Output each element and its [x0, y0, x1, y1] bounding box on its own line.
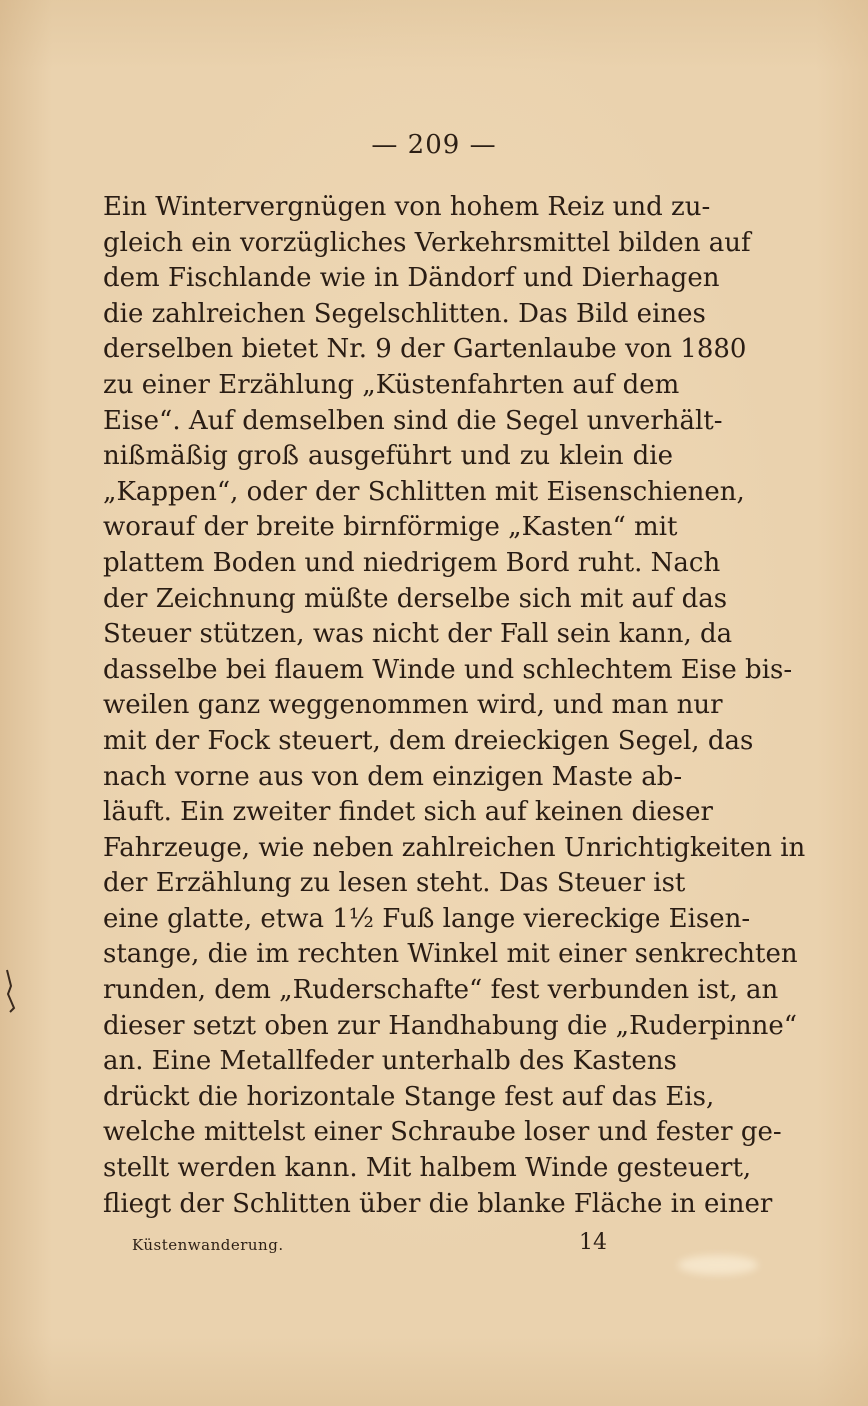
- text-line: stellt werden kann. Mit halbem Winde gesteuert,: [103, 1153, 752, 1184]
- signature-mark: Küstenwanderung.: [132, 1236, 284, 1254]
- text-line: nißmäßig groß ausgeführt und zu klein die: [103, 441, 673, 472]
- text-line: Eise“. Auf demselben sind die Segel unverhält-: [103, 405, 723, 436]
- text-line: drückt die horizontale Stange fest auf das Eis,: [103, 1081, 715, 1112]
- text-line: läuft. Ein zweiter findet sich auf keinen dieser: [103, 797, 713, 828]
- text-line: stange, die im rechten Winkel mit einer senkrechten: [103, 939, 798, 970]
- text-line: dasselbe bei flauem Winde und schlechtem Eise bis-: [103, 654, 793, 685]
- text-line: gleich ein vorzügliches Verkehrsmittel bilden auf: [103, 227, 751, 258]
- margin-mark-icon: [4, 968, 18, 1014]
- text-line: die zahlreichen Segelschlitten. Das Bild eines: [103, 298, 706, 329]
- text-line: welche mittelst einer Schraube loser und fester ge-: [103, 1117, 782, 1148]
- text-line: weilen ganz weggenommen wird, und man nur: [103, 690, 723, 721]
- page-number: — 209 —: [371, 130, 497, 160]
- text-line: Ein Wintervergnügen von hohem Reiz und zu-: [103, 192, 711, 222]
- body-text: [103, 190, 806, 1222]
- text-line: Steuer stützen, was nicht der Fall sein kann, da: [103, 619, 733, 650]
- text-line: der Zeichnung müßte derselbe sich mit auf das: [103, 583, 728, 614]
- text-line: dem Fischlande wie in Dändorf und Dierhagen: [103, 263, 720, 294]
- text-line: Fahrzeuge, wie neben zahlreichen Unrichtigkeiten in: [103, 832, 806, 863]
- text-line: derselben bietet Nr. 9 der Gartenlaube von 1880: [103, 334, 747, 365]
- sheet-number: 14: [579, 1230, 607, 1255]
- text-line: plattem Boden und niedrigem Bord ruht. Nach: [103, 547, 721, 578]
- text-line: mit der Fock steuert, dem dreieckigen Segel, das: [103, 725, 754, 756]
- text-line: fliegt der Schlitten über die blanke Fläche in einer: [103, 1188, 773, 1219]
- text-line: nach vorne aus von dem einzigen Maste ab-: [103, 761, 683, 792]
- text-line: eine glatte, etwa 1½ Fuß lange viereckige Eisen-: [103, 903, 751, 934]
- text-line: dieser setzt oben zur Handhabung die „Ruderpinne“: [103, 1010, 798, 1041]
- text-line: „Kappen“, oder der Schlitten mit Eisenschienen,: [103, 476, 745, 507]
- text-line: der Erzählung zu lesen steht. Das Steuer ist: [103, 868, 686, 899]
- paper-stain: [678, 1255, 758, 1275]
- text-line: zu einer Erzählung „Küstenfahrten auf dem: [103, 369, 680, 400]
- text-line: an. Eine Metallfeder unterhalb des Kastens: [103, 1046, 677, 1077]
- text-line: runden, dem „Ruderschafte“ fest verbunden ist, an: [103, 975, 779, 1006]
- text-line: worauf der breite birnförmige „Kasten“ mit: [103, 512, 678, 543]
